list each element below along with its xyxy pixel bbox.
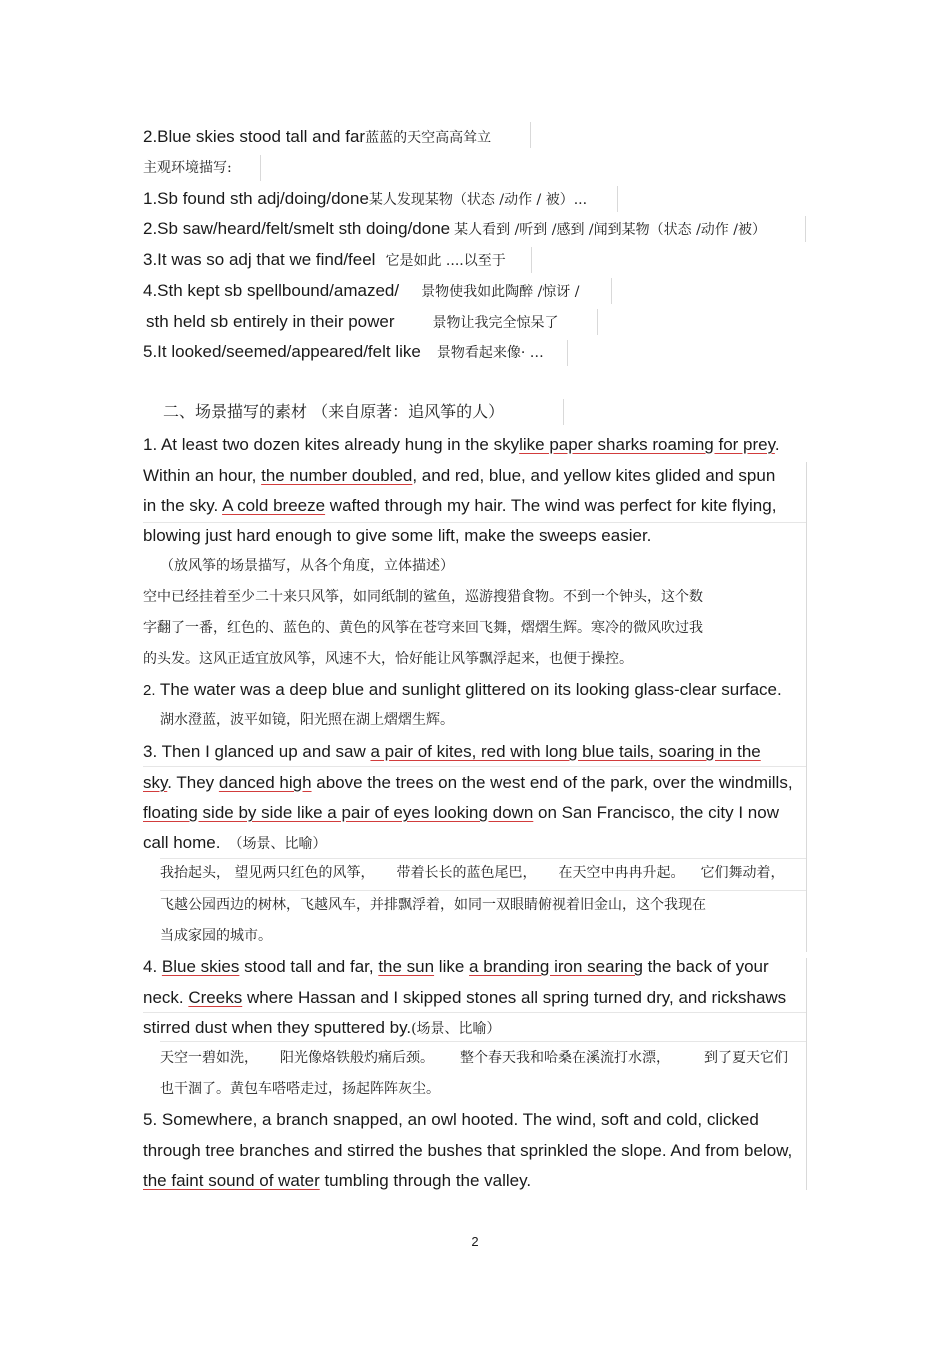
phrase-en: 4.Sth kept sb spellbound/amazed/ xyxy=(143,281,400,300)
text: tumbling through the valley. xyxy=(319,1171,532,1190)
border xyxy=(567,340,568,366)
example-1-line xyxy=(143,434,780,456)
underlined-text: the faint sound of water xyxy=(143,1171,320,1190)
example-3-line xyxy=(143,802,779,824)
text: the back of your xyxy=(642,957,769,976)
text: 到了夏天它们 xyxy=(704,1050,788,1066)
example-3-translation: 飞越公园西边的树林，飞越风车，并排飘浮着，如同一双眼睛俯视着旧金山，这个我现在 xyxy=(160,897,706,913)
text: , and red, blue, and yellow kites glided and spun xyxy=(412,466,776,485)
border xyxy=(806,958,807,1190)
example-4-translation xyxy=(160,1047,788,1069)
border xyxy=(806,462,807,952)
example-5-line: 5. Somewhere, a branch snapped, an owl hooted. The wind, soft and cold, clicked xyxy=(143,1110,759,1129)
example-1-note: （放风筝的场景描写，从各个角度，立体描述） xyxy=(160,558,454,574)
text: The water was a deep blue and sunlight glittered on its looking glass-clear surface. xyxy=(155,680,782,699)
phrase-en: 1.Sb found sth adj/doing/done xyxy=(143,189,369,208)
border xyxy=(143,766,806,767)
border xyxy=(611,278,612,304)
example-3-line xyxy=(143,772,793,794)
text: on San Francisco, the city I now xyxy=(533,803,779,822)
text: 2. xyxy=(143,682,156,699)
example-5-line xyxy=(143,1170,531,1192)
text: 阳光像烙铁般灼痛后颈。 xyxy=(280,1050,434,1066)
border xyxy=(531,247,532,273)
border xyxy=(530,122,531,148)
text: . xyxy=(774,435,780,454)
phrase-line xyxy=(143,341,544,364)
underlined-text: A cold breeze xyxy=(222,496,326,515)
phrase-line xyxy=(146,311,559,334)
example-4-translation: 也干涸了。黄包车嗒嗒走过，扬起阵阵灰尘。 xyxy=(160,1081,440,1097)
text: wafted through my hair. The wind was perfect for kite flying, xyxy=(325,496,777,515)
phrase-cn: 景物使我如此陶醉 /惊讶 / xyxy=(421,284,580,300)
border xyxy=(160,858,806,859)
underlined-text: like paper sharks roaming for prey xyxy=(519,435,775,454)
phrase-cn: 某人看到 /听到 /感到 /闻到某物（状态 /动作 /被） xyxy=(454,222,766,238)
text: neck. xyxy=(143,988,189,1007)
underlined-text: floating side by side like a pair of eyes looking down xyxy=(143,803,534,822)
phrase-en: 2.Sb saw/heard/felt/smelt sth doing/done xyxy=(143,219,451,238)
border xyxy=(617,186,618,212)
border xyxy=(563,399,564,425)
phrase-en: 2.Blue skies stood tall and far xyxy=(143,127,366,146)
underlined-text: danced high xyxy=(218,773,312,792)
phrase-en: sth held sb entirely in their power xyxy=(146,312,395,331)
text: 整个春天我和哈桑在溪流打水漂， xyxy=(460,1050,670,1066)
border xyxy=(597,309,598,335)
border xyxy=(143,1012,806,1013)
border xyxy=(805,216,806,242)
underlined-text: Blue skies xyxy=(161,957,240,976)
text: where Hassan and I skipped stones all spring turned dry, and rickshaws xyxy=(242,988,787,1007)
text: 它们舞动着， xyxy=(700,865,785,881)
underlined-text: the number doubled xyxy=(261,466,413,485)
text: stirred dust when they sputtered by. xyxy=(143,1018,412,1037)
border xyxy=(160,1041,806,1042)
page-number: 2 xyxy=(471,1234,479,1249)
text: like xyxy=(434,957,470,976)
text: 天空一碧如洗， xyxy=(160,1050,258,1066)
border xyxy=(143,522,806,523)
text: 3. Then I glanced up and saw xyxy=(143,742,371,761)
text: 我抬起头， 望见两只红色的风筝， xyxy=(160,865,375,881)
border xyxy=(260,155,261,181)
example-1-translation: 字翻了一番，红色的、蓝色的、黄色的风筝在苍穹来回飞舞，熠熠生辉。寒冷的微风吹过我 xyxy=(143,620,703,636)
example-1-translation: 的头发。这风正适宜放风筝，风速不大，恰好能让风筝飘浮起来，也便于操控。 xyxy=(143,651,633,667)
phrase-cn: 它是如此 ....以至于 xyxy=(385,253,506,269)
note: （场景、比喻） xyxy=(228,836,327,852)
subjective-heading: 主观环境描写: xyxy=(143,160,232,176)
phrase-cn: 蓝蓝的天空高高耸立 xyxy=(365,130,492,146)
example-1-line: blowing just hard enough to give some lift, make the sweeps easier. xyxy=(143,526,652,545)
underlined-text: the sun xyxy=(378,957,435,976)
example-3-line xyxy=(143,741,761,763)
text: 4. xyxy=(143,957,162,976)
border xyxy=(160,890,806,891)
note: (场景、比喻） xyxy=(411,1021,501,1037)
phrase-en: 5.It looked/seemed/appeared/felt like xyxy=(143,342,421,361)
example-3-translation xyxy=(160,862,784,884)
phrase-line xyxy=(143,249,506,272)
example-1-line xyxy=(143,465,775,487)
example-4-line xyxy=(143,1017,501,1040)
text: . They xyxy=(167,773,219,792)
phrase-cn: 景物看起来像· … xyxy=(436,345,544,361)
example-3-line xyxy=(143,832,326,855)
section-title: 二、场景描写的素材 （来自原著：追风筝的人） xyxy=(163,402,505,421)
underlined-text: a branding iron searing xyxy=(469,957,643,976)
phrase-cn: 景物让我完全惊呆了 xyxy=(432,315,559,331)
text: 1. At least two dozen kites already hung in the sky xyxy=(143,435,520,454)
text: call home. xyxy=(143,833,221,852)
text: in the sky. xyxy=(143,496,223,515)
underlined-text: sky xyxy=(143,773,168,792)
phrase-line xyxy=(143,280,579,303)
phrase-line xyxy=(143,218,766,241)
example-2-translation: 湖水澄蓝，波平如镜，阳光照在湖上熠熠生辉。 xyxy=(160,712,454,728)
phrase-cn: 某人发现某物（状态 /动作 / 被）... xyxy=(368,192,588,208)
phrase-en: 3.It was so adj that we find/feel xyxy=(143,250,376,269)
text: Within an hour, xyxy=(143,466,262,485)
example-1-translation: 空中已经挂着至少二十来只风筝，如同纸制的鲨鱼，巡游搜猎食物。不到一个钟头，这个数 xyxy=(143,589,703,605)
text: stood tall and far, xyxy=(239,957,379,976)
example-3-translation: 当成家园的城市。 xyxy=(160,928,272,944)
example-4-line xyxy=(143,956,769,978)
phrase-line xyxy=(143,188,587,211)
text: 带着长长的蓝色尾巴， xyxy=(396,865,537,881)
phrase-line xyxy=(143,126,491,149)
underlined-text: a pair of kites, red with long blue tails, soaring in the xyxy=(370,742,761,761)
example-4-line xyxy=(143,987,786,1009)
example-1-line xyxy=(143,495,776,517)
example-2-line xyxy=(143,679,782,702)
example-5-line: through tree branches and stirred the bushes that sprinkled the slope. And from below, xyxy=(143,1141,793,1160)
underlined-text: Creeks xyxy=(188,988,243,1007)
text: above the trees on the west end of the park, over the windmills, xyxy=(311,773,793,792)
text: 在天空中冉冉升起。 xyxy=(558,865,685,881)
